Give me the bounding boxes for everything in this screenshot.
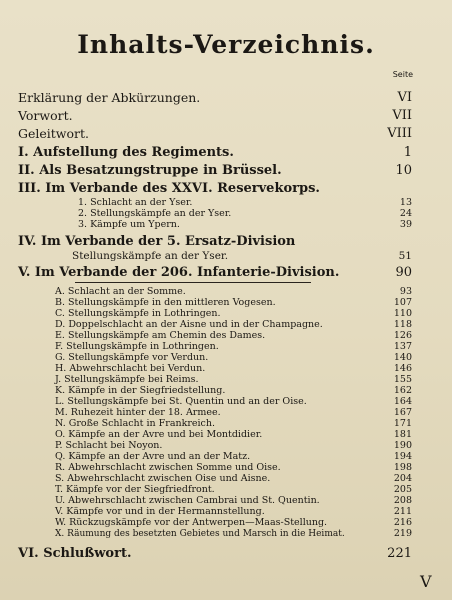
toc-entry-text: F. Stellungskämpfe in Lothringen.	[55, 341, 219, 352]
toc-entry-text: N. Große Schlacht in Frankreich.	[55, 418, 216, 429]
toc-entry-text: IV. Im Verbande der 5. Ersatz-Division	[18, 234, 296, 249]
toc-entry	[0, 108, 452, 124]
toc-entry-page: 51	[398, 250, 412, 262]
toc-entry-page: 216	[393, 517, 412, 528]
toc-entry	[0, 217, 452, 233]
toc-entry	[0, 90, 452, 106]
toc-entry	[0, 163, 452, 179]
toc-entry-text: M. Ruhezeit hinter der 18. Armee.	[55, 407, 221, 418]
toc-entry-page: VII	[392, 108, 412, 123]
toc-entry-text: S. Abwehrschlacht zwischen Oise und Aisne.	[55, 473, 271, 484]
toc-entry-page: 181	[393, 429, 412, 440]
toc-entry-text: 3. Kämpfe um Ypern.	[78, 219, 180, 230]
toc-entry-page: 118	[393, 319, 412, 330]
toc-entry-page: 140	[393, 352, 412, 363]
toc-entry-page: 162	[393, 385, 412, 396]
toc-entry-page: 194	[393, 451, 412, 462]
toc-entry-page: 107	[393, 297, 412, 308]
toc-entry-page: VIII	[387, 126, 412, 141]
toc-entry-text: V. Kämpfe vor und in der Hermannstellung.	[55, 506, 265, 517]
toc-entry-page: 171	[393, 418, 412, 429]
toc-entry-page: 126	[393, 330, 412, 341]
toc-entry-text: D. Doppelschlacht an der Aisne und in der Champagne.	[55, 319, 323, 330]
toc-entry-page: 167	[393, 407, 412, 418]
toc-entry-text: Erklärung der Abkürzungen.	[18, 90, 201, 105]
toc-entry-text: C. Stellungskämpfe in Lothringen.	[55, 308, 221, 319]
toc-entry-page: 13	[399, 197, 412, 208]
toc-entry	[0, 265, 452, 281]
toc-entry-text: Stellungskämpfe an der Yser.	[72, 250, 229, 262]
page-number: V	[420, 572, 432, 591]
toc-entry-page: 24	[399, 208, 412, 219]
toc-entry-text: R. Abwehrschlacht zwischen Somme und Oise.	[55, 462, 281, 473]
toc-entry-page: 198	[393, 462, 412, 473]
toc-entry-text: 2. Stellungskämpfe an der Yser.	[78, 208, 232, 219]
toc-entry-text: J. Stellungskämpfe bei Reims.	[55, 374, 199, 385]
toc-entry-page: 190	[393, 440, 412, 451]
page-column-label: Seite	[392, 70, 413, 79]
toc-entry-page: 164	[393, 396, 412, 407]
toc-entry-text: H. Abwehrschlacht bei Verdun.	[55, 363, 206, 374]
toc-entry-text: K. Kämpfe in der Siegfriedstellung.	[55, 385, 226, 396]
toc-entry-text: Q. Kämpfe an der Avre und an der Matz.	[55, 451, 251, 462]
toc-entry-text: L. Stellungskämpfe bei St. Quentin und an der Oise.	[55, 396, 307, 407]
toc-entry	[0, 526, 452, 542]
toc-entry-text: X. Räumung des besetzten Gebietes und Marsch in die Heimat.	[55, 529, 345, 539]
toc-entry-text: V. Im Verbande der 206. Infanterie-Division.	[18, 265, 340, 280]
toc-entry-text: VI. Schlußwort.	[18, 546, 132, 561]
toc-entry-text: Vorwort.	[18, 108, 73, 123]
toc-entry	[0, 546, 452, 562]
toc-entry-page: 90	[395, 265, 412, 280]
toc-entry-page: VI	[397, 90, 412, 105]
toc-entry-page: 205	[393, 484, 412, 495]
toc-entry-page: 219	[393, 528, 412, 539]
toc-entry-text: B. Stellungskämpfe in den mittleren Vogesen.	[55, 297, 276, 308]
toc-entry-text: O. Kämpfe an der Avre und bei Montdidier.	[55, 429, 263, 440]
toc-entry-page: 10	[395, 163, 412, 178]
page-title: Inhalts-Verzeichnis.	[77, 30, 375, 59]
toc-entry	[0, 126, 452, 142]
toc-entry	[0, 248, 452, 264]
toc-entry	[0, 145, 452, 161]
toc-entry-text: U. Abwehrschlacht zwischen Cambrai und St. Quentin.	[55, 495, 320, 506]
toc-entry-text: I. Aufstellung des Regiments.	[18, 145, 234, 160]
toc-entry-page: 146	[393, 363, 412, 374]
toc-entry-page: 39	[399, 219, 412, 230]
toc-entry-text: E. Stellungskämpfe am Chemin des Dames.	[55, 330, 266, 341]
toc-entry-page: 221	[387, 546, 412, 561]
toc-entry-page: 93	[399, 286, 412, 297]
toc-entry-text: P. Schlacht bei Noyon.	[55, 440, 163, 451]
toc-entry-page: 208	[393, 495, 412, 506]
toc-entry-text: G. Stellungskämpfe vor Verdun.	[55, 352, 209, 363]
toc-entry-text: T. Kämpfe vor der Siegfriedfront.	[55, 484, 215, 495]
toc-entry-page: 110	[393, 308, 412, 319]
toc-entry-text: II. Als Besatzungstruppe in Brüssel.	[18, 163, 282, 178]
toc-entry-text: III. Im Verbande des XXVI. Reservekorps.	[18, 181, 320, 196]
toc-entry-page: 1	[403, 145, 412, 160]
toc-entry-page: 211	[393, 506, 412, 517]
toc-entry-text: Geleitwort.	[18, 126, 89, 141]
heading-underline	[75, 282, 311, 283]
toc-entry-page: 137	[393, 341, 412, 352]
toc-entry-text: A. Schlacht an der Somme.	[55, 286, 186, 297]
toc-entry-page: 204	[393, 473, 412, 484]
toc-entry-page: 155	[393, 374, 412, 385]
toc-entry-text: 1. Schlacht an der Yser.	[78, 197, 193, 208]
toc-entry-text: W. Rückzugskämpfe vor der Antwerpen—Maas-Stellung.	[55, 517, 328, 528]
